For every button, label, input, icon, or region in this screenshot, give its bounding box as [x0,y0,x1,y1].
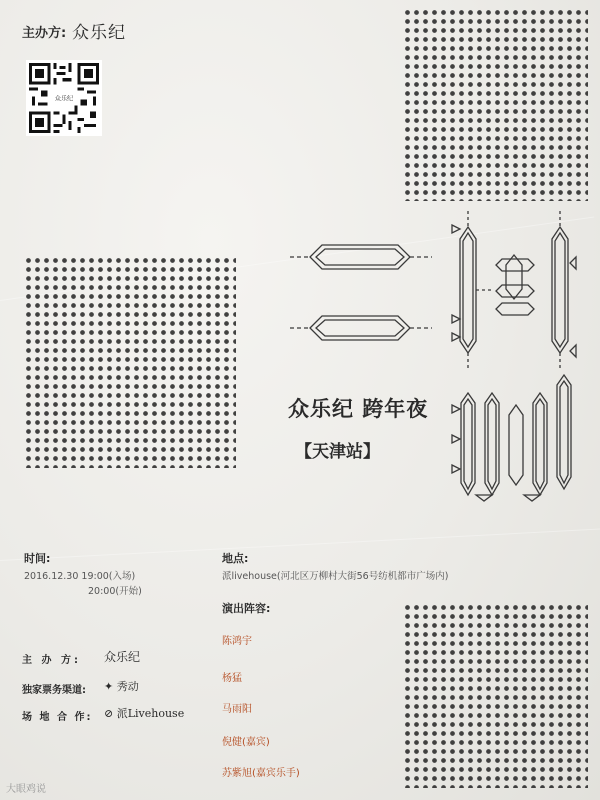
dot-pattern-middle-left [24,256,236,468]
organizer-logo: 众乐纪 [72,23,126,43]
qr-code [26,60,102,136]
credit-organizer-label: 主 办 方: [22,655,81,666]
credit-ticketing-logo [104,678,139,694]
credit-organizer-logo: 众乐纪 [104,650,141,664]
event-title: 众乐纪 跨年夜 [288,396,429,421]
venue-logo-icon: ⊘ [104,707,114,720]
dot-pattern-bottom-right [403,603,588,788]
showstart-icon: ✦ [104,680,114,693]
artist-4: 倪健(嘉宾) [222,737,270,748]
qr-caption: 众乐纪 [54,95,74,103]
paper-crease [0,528,600,561]
venue-label: 地点: [222,552,249,565]
artist-2: 杨猛 [222,673,242,684]
venue-address: 派livehouse(河北区万柳村大街56号纺机都市广场内) [222,571,449,582]
time-start: 20:00(开始) [88,586,142,597]
time-label: 时间: [24,552,51,565]
qr-code-image [26,60,102,136]
artist-1: 陈鸿宇 [222,636,252,647]
time-entry: 2016.12.30 19:00(入场) [24,571,136,582]
credit-ticketing-value: 秀动 [116,680,139,693]
credit-venue-logo [104,705,184,721]
credit-ticketing-label: 独家票务渠道: [22,685,86,696]
event-station: 【天津站】 [295,442,380,462]
artist-5: 苏紫旭(嘉宾乐手) [222,768,300,779]
credit-venue-label: 场 地 合 作: [22,712,93,723]
lineup-label: 演出阵容: [222,602,271,615]
event-title-block [288,393,428,423]
dot-pattern-top-right [403,8,588,201]
credit-venue-value: 派Livehouse [116,707,185,720]
organizer-label: 主办方: [22,26,67,41]
watermark: 大眼鸡说 [6,784,46,795]
artist-3: 马雨阳 [222,704,252,715]
